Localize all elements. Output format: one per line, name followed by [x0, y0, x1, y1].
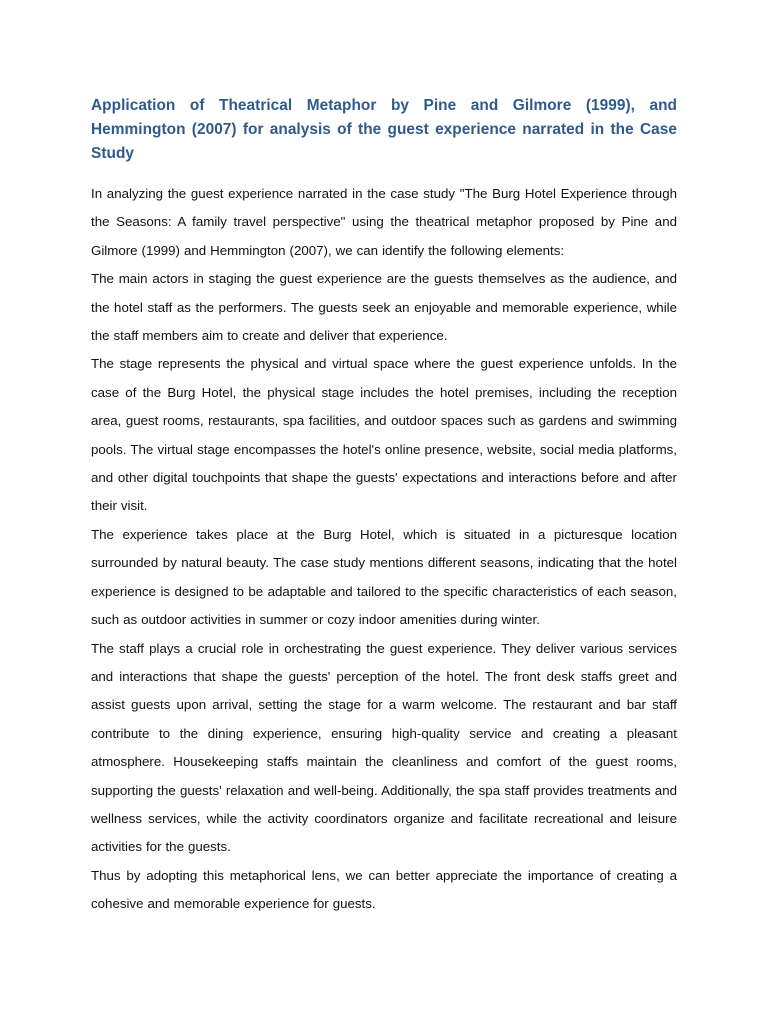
paragraph-actors: The main actors in staging the guest experience are the guests themselves as the audience, and the hotel staff as the performers. The guests seek an enjoyable and memorable experience, while the staff members aim to create and deliver that experience. [91, 271, 677, 344]
document-body [91, 94, 677, 919]
document-title: Application of Theatrical Metaphor by Pine and Gilmore (1999), and Hemmington (2007) for analysis of the guest experience narrated in the Case Study [91, 97, 677, 162]
paragraph-intro: In analyzing the guest experience narrated in the case study "The Burg Hotel Experience through the Seasons: A family travel perspective" using the theatrical metaphor proposed by Pine and Gilmore (1999) and Hemmington (2007), we can identify the following elements: [91, 186, 677, 258]
paragraph-stage: The stage represents the physical and virtual space where the guest experience unfolds. In the case of the Burg Hotel, the physical stage includes the hotel premises, including the reception area, guest rooms, restaurants, spa facilities, and outdoor spaces such as gardens and swimming pools. The virtual stage encompasses the hotel's online presence, website, social media platforms, and other digital touchpoints that shape the guests' expectations and interactions before and after their visit. [91, 356, 677, 514]
paragraph-staff: The staff plays a crucial role in orchestrating the guest experience. They deliver various services and interactions that shape the guests' perception of the hotel. The front desk staffs greet and assist guests upon arrival, setting the stage for a warm welcome. The restaurant and bar staff contribute to the dining experience, ensuring high-quality service and creating a pleasant atmosphere. Housekeeping staffs maintain the cleanliness and comfort of the guest rooms, supporting the guests' relaxation and well-being. Additionally, the spa staff provides treatments and wellness services, while the activity coordinators organize and facilitate recreational and leisure activities for the guests. [91, 640, 677, 855]
paragraph-setting: The experience takes place at the Burg Hotel, which is situated in a picturesque location surrounded by natural beauty. The case study mentions different seasons, indicating that the hotel experience is designed to be adaptable and tailored to the specific characteristics of each season, such as outdoor activities in summer or cozy indoor amenities during winter. [91, 526, 677, 628]
paragraph-conclusion: Thus by adopting this metaphorical lens, we can better appreciate the importance of creating a cohesive and memorable experience for guests. [91, 867, 677, 912]
